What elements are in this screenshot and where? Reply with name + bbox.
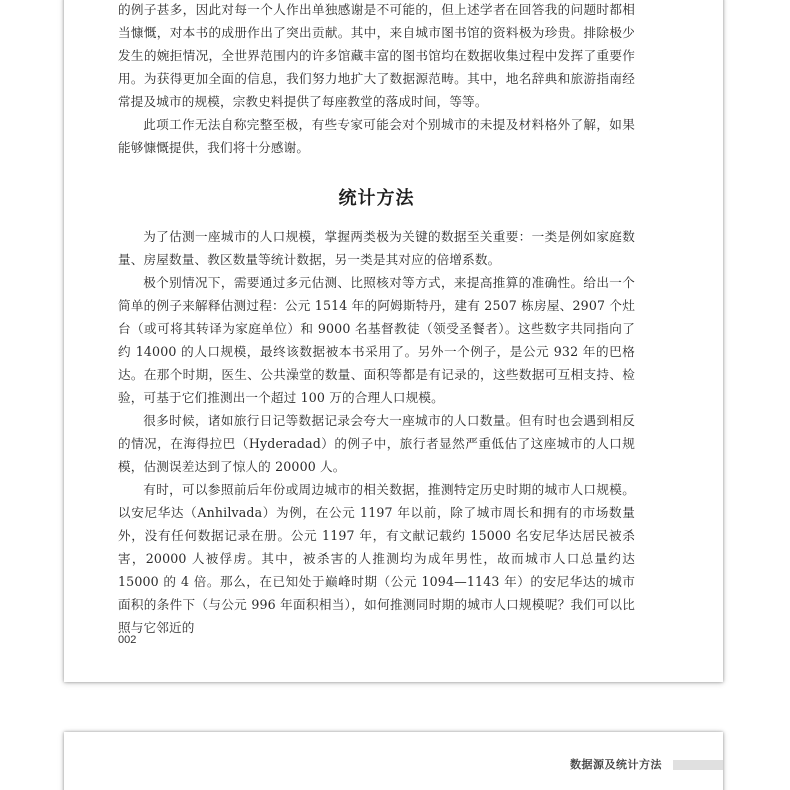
page-number: 002	[118, 634, 137, 646]
paragraph: 有时，可以参照前后年份或周边城市的相关数据，推测特定历史时期的城市人口规模。以安尼华达（Anhilvada）为例，在公元 1197 年以前，除了城市周长和拥有的市场数量外，没有任何数据记录在册。公元 1197 年，有文献记载约 15000 名安尼华达居民被杀害，20000 人被俘虏。其中，被杀害的人推测均为成年男性，故而城市人口总量约达 15000 的 4 倍。那么，在已知处于巅峰时期（公元 1094—1143 年）的安尼华达的城市面积的条件下（与公元 996 年面积相当），如何推测同时期的城市人口规模呢？我们可以比照与它邻近的	[118, 482, 635, 635]
paragraph: 的例子甚多，因此对每一个人作出单独感谢是不可能的，但上述学者在回答我的问题时都相当慷慨，对本书的成册作出了突出贡献。其中，来自城市图书馆的资料极为珍贵。排除极少发生的婉拒情况，全世界范围内的许多馆藏丰富的图书馆均在数据收集过程中发挥了重要作用。为获得更加全面的信息，我们努力地扩大了数据源范畴。其中，地名辞典和旅游指南经常提及城市的规模，宗教史料提供了每座教堂的落成时间，等等。	[118, 2, 635, 109]
paragraph: 很多时候，诸如旅行日记等数据记录会夸大一座城市的人口数量。但有时也会遇到相反的情况，在海得拉巴（Hyderadad）的例子中，旅行者显然严重低估了这座城市的人口规模，估测误差达到了惊人的 20000 人。	[118, 413, 635, 474]
document-page	[64, 0, 723, 682]
running-header: 数据源及统计方法	[570, 758, 662, 771]
paragraph: 为了估测一座城市的人口规模，掌握两类极为关键的数据至关重要：一类是例如家庭数量、房屋数量、教区数量等统计数据，另一类是其对应的倍增系数。	[118, 229, 635, 267]
intro-text-block	[118, 0, 635, 159]
header-decoration-bar	[673, 760, 723, 770]
paragraph: 极个别情况下，需要通过多元估测、比照核对等方式，来提高推算的准确性。给出一个简单的例子来解释估测过程：公元 1514 年的阿姆斯特丹，建有 2507 栋房屋、2907 个灶台（或可将其转译为家庭单位）和 9000 名基督教徒（领受圣餐者）。这些数字共同指向了约 14000 的人口规模，最终该数据被本书采用了。另外一个例子，是公元 932 年的巴格达。在那个时期，医生、公共澡堂的数量、面积等都是有记录的，这些数据可互相支持、检验，可基于它们推测出一个超过 100 万的合理人口规模。	[118, 275, 635, 405]
method-text-block	[118, 225, 635, 639]
paragraph: 此项工作无法自称完整至极，有些专家可能会对个别城市的未提及材料格外了解，如果能够慷慨提供，我们将十分感谢。	[118, 117, 635, 155]
document-page-next	[64, 732, 723, 790]
section-title: 统计方法	[338, 188, 415, 209]
